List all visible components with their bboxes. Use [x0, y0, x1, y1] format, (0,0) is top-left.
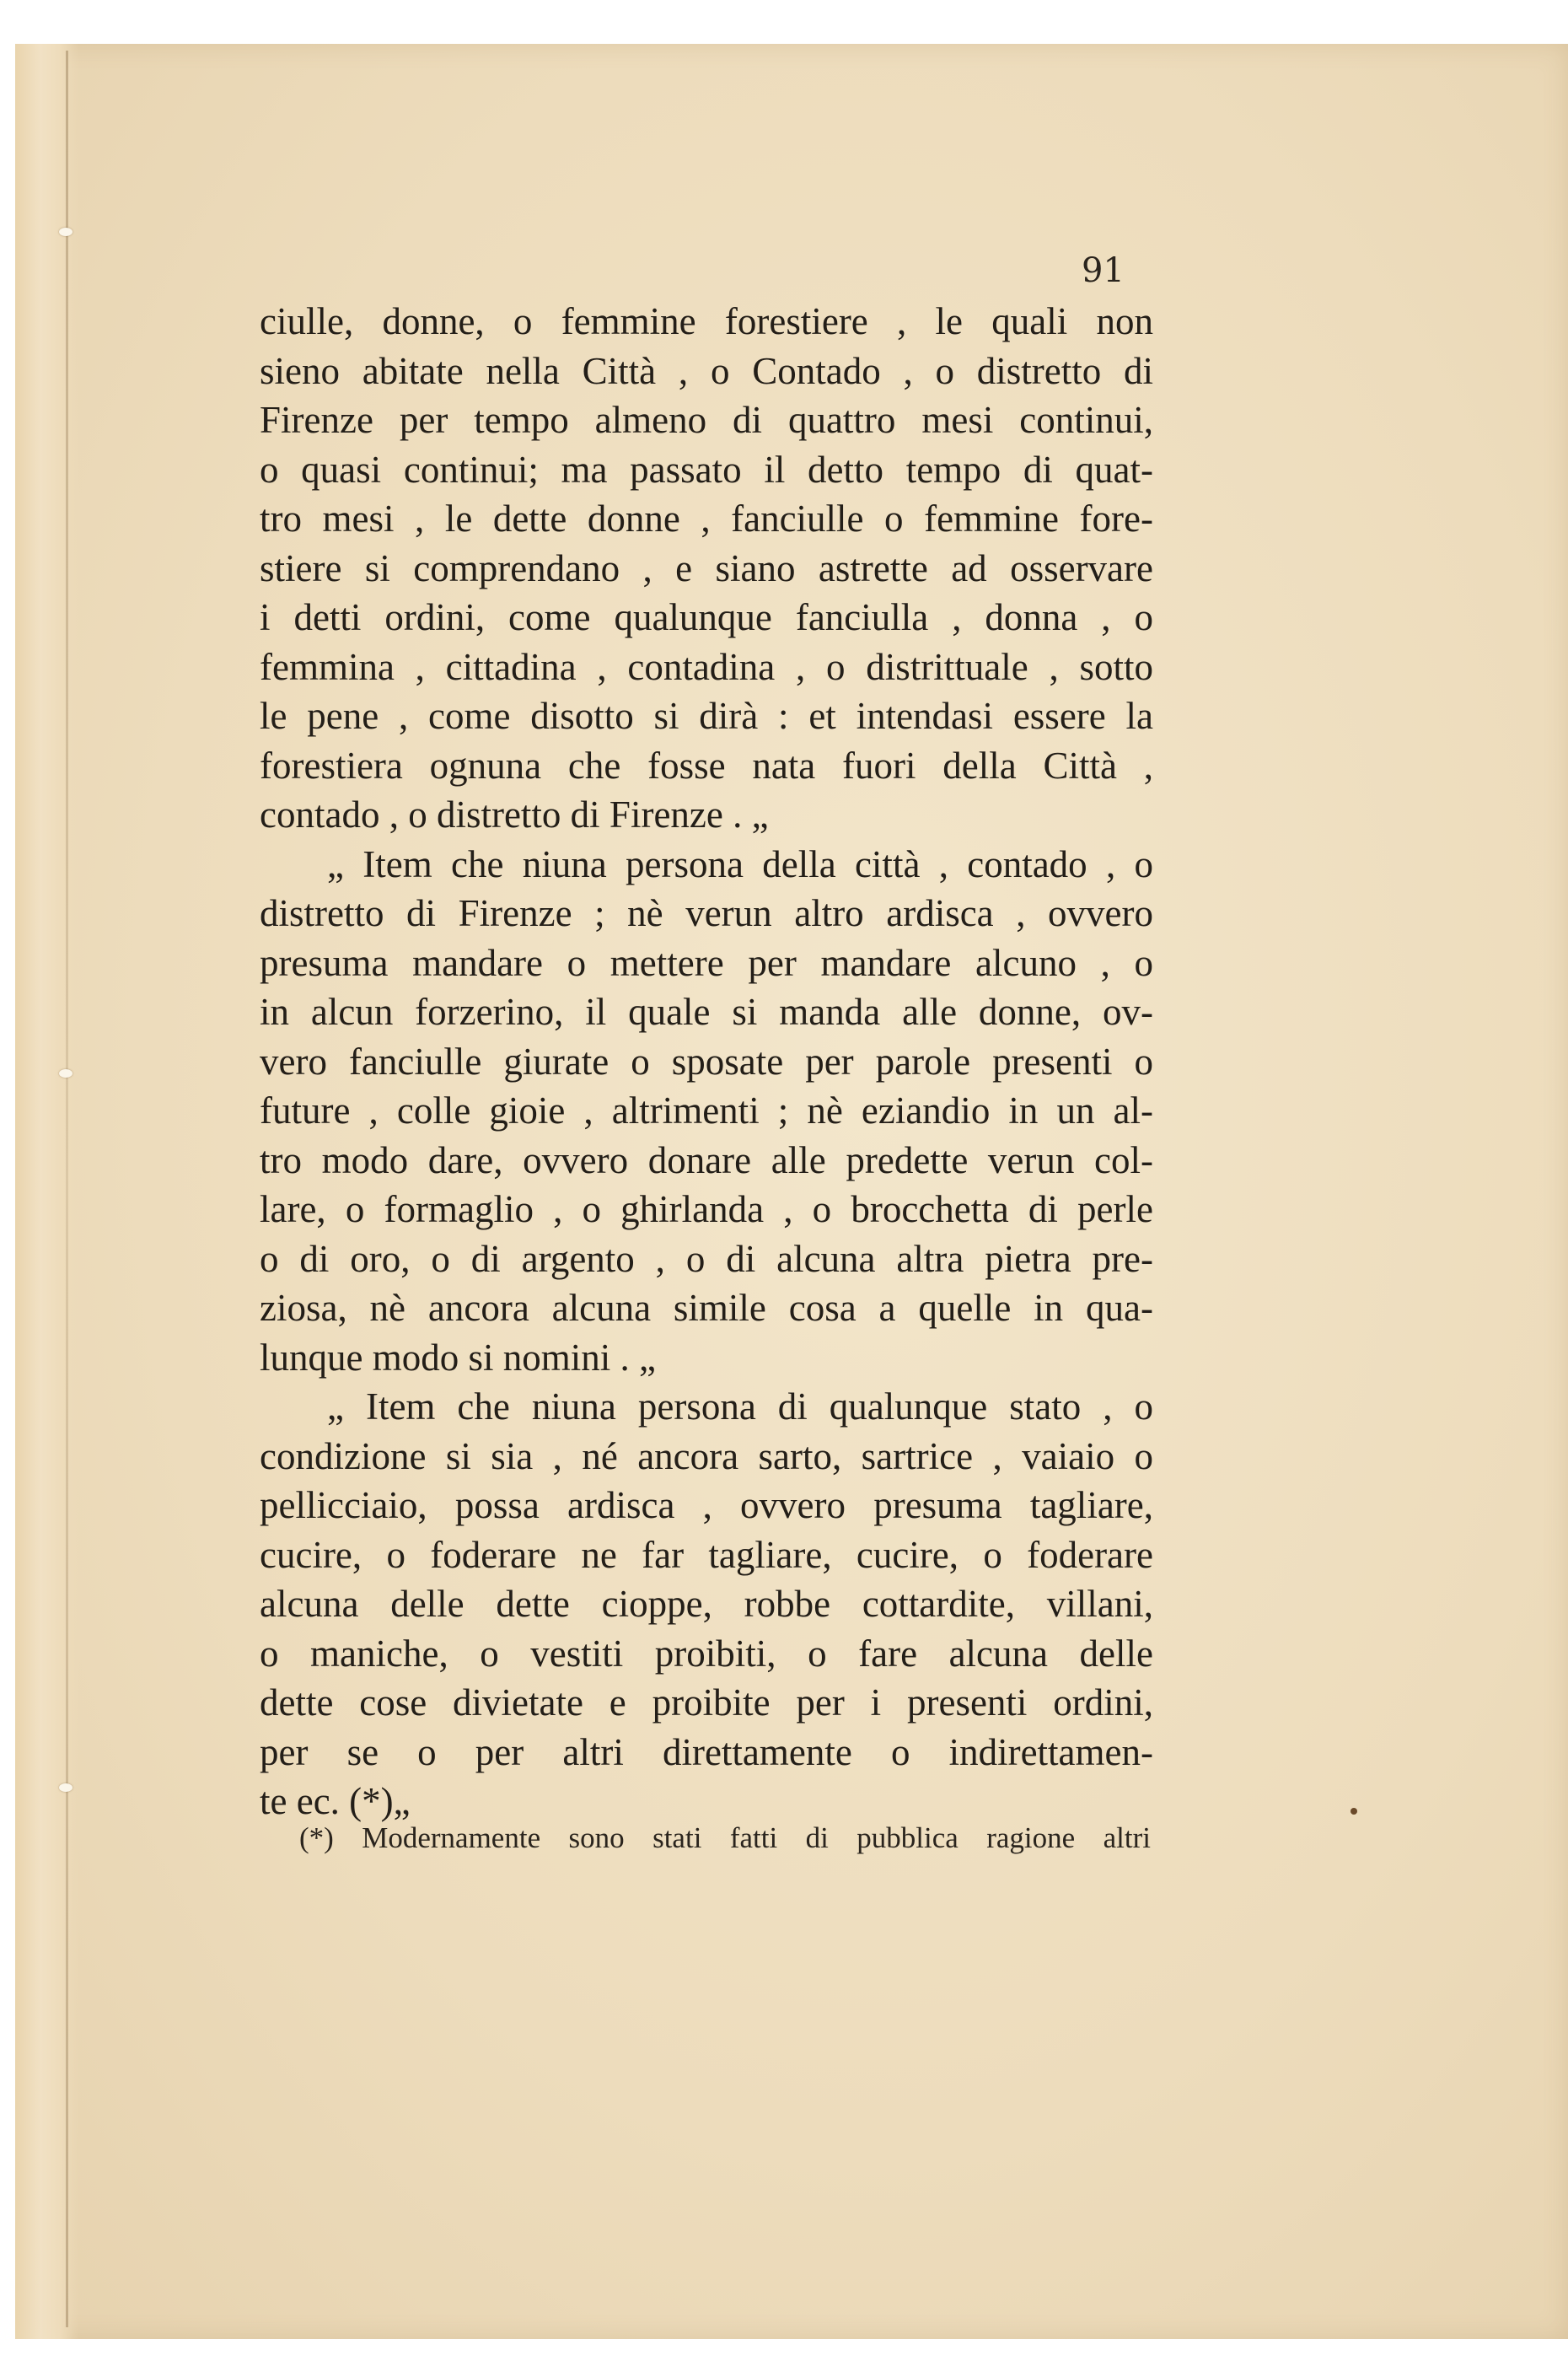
text-line: dette cose divietate e proibite per i presenti ordini,: [260, 1681, 1153, 1724]
text-line: Firenze per tempo almeno di quattro mesi continui,: [260, 399, 1153, 441]
footnote: (*) Modernamente sono stati fatti di pubblica ragione altri: [299, 1821, 1151, 1854]
binding-stitch-hole: [59, 1783, 72, 1792]
text-line: sieno abitate nella Città , o Contado , o distretto di: [260, 349, 1153, 392]
text-line: per se o per altri direttamente o indirettamen-: [260, 1730, 1153, 1773]
text-line: pellicciaio, possa ardisca , ovvero presuma tagliare,: [260, 1484, 1153, 1526]
text-line: i detti ordini, come qualunque fanciulla , donna , o: [260, 596, 1153, 638]
text-line: cucire, o foderare ne far tagliare, cucire, o foderare: [260, 1533, 1153, 1576]
paragraph: [260, 297, 1153, 840]
text-line: „ Item che niuna persona della città , contado , o: [327, 842, 1153, 885]
page-number: 91: [1082, 251, 1125, 290]
text-line: distretto di Firenze ; nè verun altro ardisca , ovvero: [260, 892, 1153, 934]
text-line: o di oro, o di argento , o di alcuna altra pietra pre-: [260, 1237, 1153, 1280]
text-line: vero fanciulle giurate o sposate per parole presenti o: [260, 1040, 1153, 1083]
text-line: presuma mandare o mettere per mandare alcuno , o: [260, 941, 1153, 984]
body-text: [260, 297, 1153, 1826]
paragraph: [260, 840, 1153, 1383]
binding-stitch-hole: [59, 1069, 72, 1078]
text-line: lunque modo si nomini . „: [260, 1336, 656, 1379]
text-line: lare, o formaglio , o ghirlanda , o brocchetta di perle: [260, 1188, 1153, 1230]
text-line: condizione si sia , né ancora sarto, sartrice , vaiaio o: [260, 1434, 1153, 1477]
text-line: ziosa, nè ancora alcuna simile cosa a quelle in qua-: [260, 1287, 1153, 1329]
text-line: alcuna delle dette cioppe, robbe cottardite, villani,: [260, 1583, 1153, 1625]
gutter-fold-line: [66, 51, 68, 2327]
text-line: te ec. (*)„: [260, 1780, 411, 1822]
text-line: le pene , come disotto si dirà : et intendasi essere la: [260, 695, 1153, 737]
text-line: tro modo dare, ovvero donare alle predette verun col-: [260, 1138, 1153, 1181]
text-line: femmina , cittadina , contadina , o distrittuale , sotto: [260, 645, 1153, 688]
text-line: o maniche, o vestiti proibiti, o fare alcuna delle: [260, 1632, 1153, 1675]
text-line: stiere si comprendano , e siano astrette ad osservare: [260, 546, 1153, 589]
text-line: in alcun forzerino, il quale si manda alle donne, ov-: [260, 991, 1153, 1033]
text-line: ciulle, donne, o femmine forestiere , le quali non: [260, 300, 1153, 342]
text-line: contado , o distretto di Firenze . „: [260, 793, 769, 836]
text-line: o quasi continui; ma passato il detto tempo di quat-: [260, 448, 1153, 491]
paragraph: [260, 1382, 1153, 1826]
binding-edge: [15, 44, 78, 2339]
text-line: „ Item che niuna persona di qualunque stato , o: [327, 1385, 1153, 1428]
paper-stain: [1351, 1808, 1357, 1815]
text-line: forestiera ognuna che fosse nata fuori della Città ,: [260, 744, 1153, 787]
text-line: future , colle gioie , altrimenti ; nè eziandio in un al-: [260, 1089, 1153, 1132]
text-line: tro mesi , le dette donne , fanciulle o femmine fore-: [260, 497, 1153, 540]
binding-stitch-hole: [59, 228, 72, 236]
